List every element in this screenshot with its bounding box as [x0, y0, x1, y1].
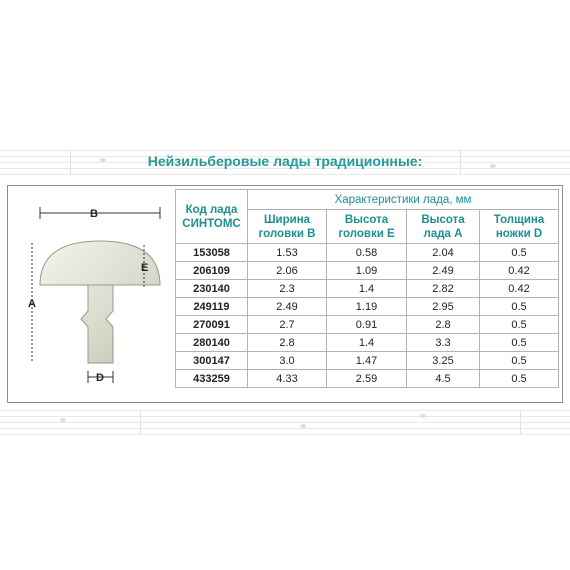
cell-code: 153058: [176, 244, 248, 262]
cell-fret-height: 3.3: [407, 334, 480, 352]
cell-head-height: 1.4: [327, 334, 407, 352]
cell-tang-thickness: 0.5: [480, 370, 559, 388]
cell-head-height: 1.4: [327, 280, 407, 298]
cell-fret-height: 2.04: [407, 244, 480, 262]
dimension-e-label: E: [141, 262, 149, 274]
cell-fret-height: 2.95: [407, 298, 480, 316]
column-header-head-height: Высота головки E: [327, 210, 407, 244]
cell-code: 249119: [176, 298, 248, 316]
column-header-fret-height: Высота лада A: [407, 210, 480, 244]
cell-head-width: 2.8: [248, 334, 327, 352]
cell-code: 433259: [176, 370, 248, 388]
page-title: Нейзильберовые лады традиционные:: [147, 153, 423, 169]
fret-shape: [40, 241, 160, 363]
cell-fret-height: 2.8: [407, 316, 480, 334]
cell-head-height: 0.58: [327, 244, 407, 262]
column-header-head-width: Ширина головки B: [248, 210, 327, 244]
cell-head-height: 1.47: [327, 352, 407, 370]
cell-code: 206109: [176, 262, 248, 280]
cell-fret-height: 2.49: [407, 262, 480, 280]
column-header-tang-thickness: Толщина ножки D: [480, 210, 559, 244]
cell-fret-height: 4.5: [407, 370, 480, 388]
dimension-b-label: B: [90, 208, 98, 220]
cell-fret-height: 2.82: [407, 280, 480, 298]
cell-code: 300147: [176, 352, 248, 370]
cell-head-width: 1.53: [248, 244, 327, 262]
table-row: [176, 298, 559, 316]
table-row: [176, 352, 559, 370]
cell-head-width: 3.0: [248, 352, 327, 370]
cell-head-height: 1.09: [327, 262, 407, 280]
cell-tang-thickness: 0.5: [480, 334, 559, 352]
table-row: [176, 244, 559, 262]
fret-profile-diagram: [18, 195, 168, 395]
cell-fret-height: 3.25: [407, 352, 480, 370]
cell-code: 280140: [176, 334, 248, 352]
table-row: [176, 280, 559, 298]
dimension-d-label: D: [96, 372, 104, 384]
cell-head-width: 2.3: [248, 280, 327, 298]
fret-specs-table: [175, 189, 559, 388]
table-row: [176, 262, 559, 280]
cell-head-height: 0.91: [327, 316, 407, 334]
cell-tang-thickness: 0.5: [480, 316, 559, 334]
table-row: [176, 370, 559, 388]
group-header-characteristics: Характеристики лада, мм: [248, 190, 559, 210]
cell-tang-thickness: 0.5: [480, 244, 559, 262]
cell-tang-thickness: 0.42: [480, 280, 559, 298]
cell-code: 270091: [176, 316, 248, 334]
cell-head-width: 2.06: [248, 262, 327, 280]
cell-head-width: 4.33: [248, 370, 327, 388]
cell-tang-thickness: 0.5: [480, 352, 559, 370]
cell-head-width: 2.49: [248, 298, 327, 316]
cell-tang-thickness: 0.5: [480, 298, 559, 316]
table-row: [176, 334, 559, 352]
column-header-code: Код лада СИНТОМС: [176, 190, 248, 244]
cell-head-width: 2.7: [248, 316, 327, 334]
table-row: [176, 316, 559, 334]
cell-tang-thickness: 0.42: [480, 262, 559, 280]
cell-head-height: 2.59: [327, 370, 407, 388]
dimension-a-label: A: [28, 298, 36, 310]
cell-head-height: 1.19: [327, 298, 407, 316]
cell-code: 230140: [176, 280, 248, 298]
